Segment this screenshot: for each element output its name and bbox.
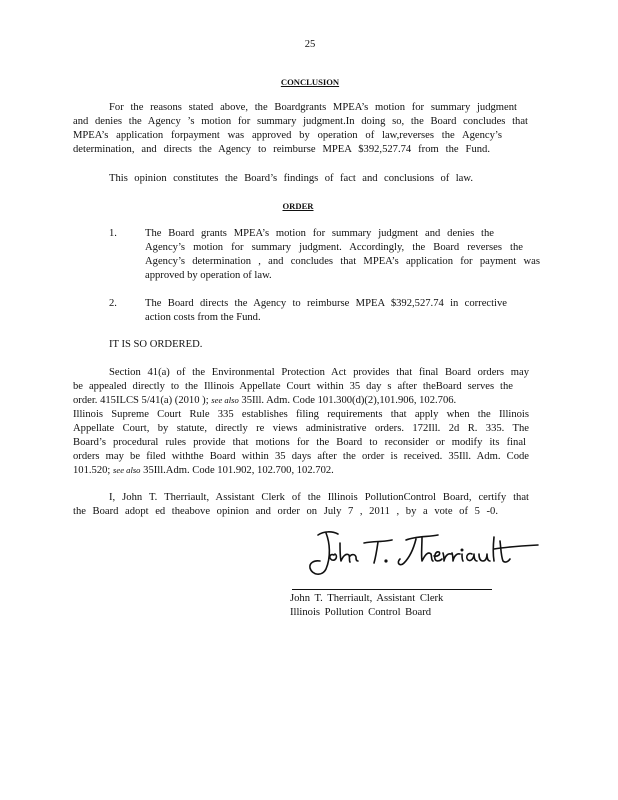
section41-line-3	[73, 394, 529, 407]
see-also-1: see also	[211, 395, 239, 405]
section41-line-1: Section 41(a) of the Environmental Protection Act provides that final Board orders may	[109, 367, 529, 378]
section41-line-4: Illinois Supreme Court Rule 335 establishes filing requirements that apply when the Illinois	[73, 409, 529, 420]
conclusion-line-3: MPEA’s application forpayment was approved by operation of law,reverses the Agency’s	[73, 130, 502, 141]
conclusion-line-4: determination, and directs the Agency to reimburse MPEA $392,527.74 from the Fund.	[73, 144, 490, 155]
order-item-1-line-1: The Board grants MPEA’s motion for summary judgment and denies the	[145, 228, 494, 239]
section41-line-8-start: 101.520;	[73, 465, 111, 476]
handwritten-signature	[304, 523, 544, 581]
order-heading: ORDER	[282, 201, 314, 211]
signature-line	[292, 589, 492, 590]
certification-line-2: the Board adopt ed theabove opinion and order on July 7 , 2011 , by a vote of 5 -0.	[73, 506, 498, 517]
order-item-1-number: 1.	[109, 228, 117, 239]
order-item-1-line-3: Agency’s determination , and concludes that MPEA’s application for payment was	[145, 256, 540, 267]
opinion-line: This opinion constitutes the Board’s findings of fact and conclusions of law.	[109, 173, 473, 184]
conclusion-line-1: For the reasons stated above, the Boardgrants MPEA’s motion for summary judgment	[109, 102, 517, 113]
section41-line-5: Appellate Court, by statute, directly re views administrative orders. 172Ill. 2d R. 335. The	[73, 423, 529, 434]
conclusion-line-2: and denies the Agency ’s motion for summary judgment.In doing so, the Board concludes that	[73, 116, 528, 127]
order-item-2-line-1: The Board directs the Agency to reimburse MPEA $392,527.74 in corrective	[145, 298, 507, 309]
page-number: 25	[304, 39, 316, 50]
section41-line-8	[73, 464, 334, 477]
section41-line-8-end: 35Ill.Adm. Code 101.902, 102.700, 102.702.	[143, 465, 334, 476]
section41-line-3-end: 35Ill. Adm. Code 101.300(d)(2),101.906, 102.706.	[241, 395, 457, 406]
signer-name: John T. Therriault, Assistant Clerk	[290, 593, 444, 604]
conclusion-heading: CONCLUSION	[280, 77, 340, 87]
section41-line-2: be appealed directly to the Illinois Appellate Court within 35 day s after theBoard serves the	[73, 381, 513, 392]
so-ordered: IT IS SO ORDERED.	[109, 339, 203, 350]
signer-organization: Illinois Pollution Control Board	[290, 607, 432, 618]
certification-line-1: I, John T. Therriault, Assistant Clerk of the Illinois PollutionControl Board, certify that	[109, 492, 529, 503]
section41-line-3-start: order. 415ILCS 5/41(a) (2010 );	[73, 395, 209, 406]
order-item-2-number: 2.	[109, 298, 117, 309]
section41-line-6: Board’s procedural rules provide that motions for the Board to reconsider or modify its final	[73, 437, 526, 448]
order-item-2-line-2: action costs from the Fund.	[145, 312, 261, 323]
order-item-1-line-2: Agency’s motion for summary judgment. Accordingly, the Board reverses the	[145, 242, 523, 253]
section41-line-7: orders may be filed withthe Board within 35 days after the order is received. 35Ill. Adm. Code	[73, 451, 529, 462]
order-item-1-line-4: approved by operation of law.	[145, 270, 272, 281]
see-also-2: see also	[113, 465, 141, 475]
